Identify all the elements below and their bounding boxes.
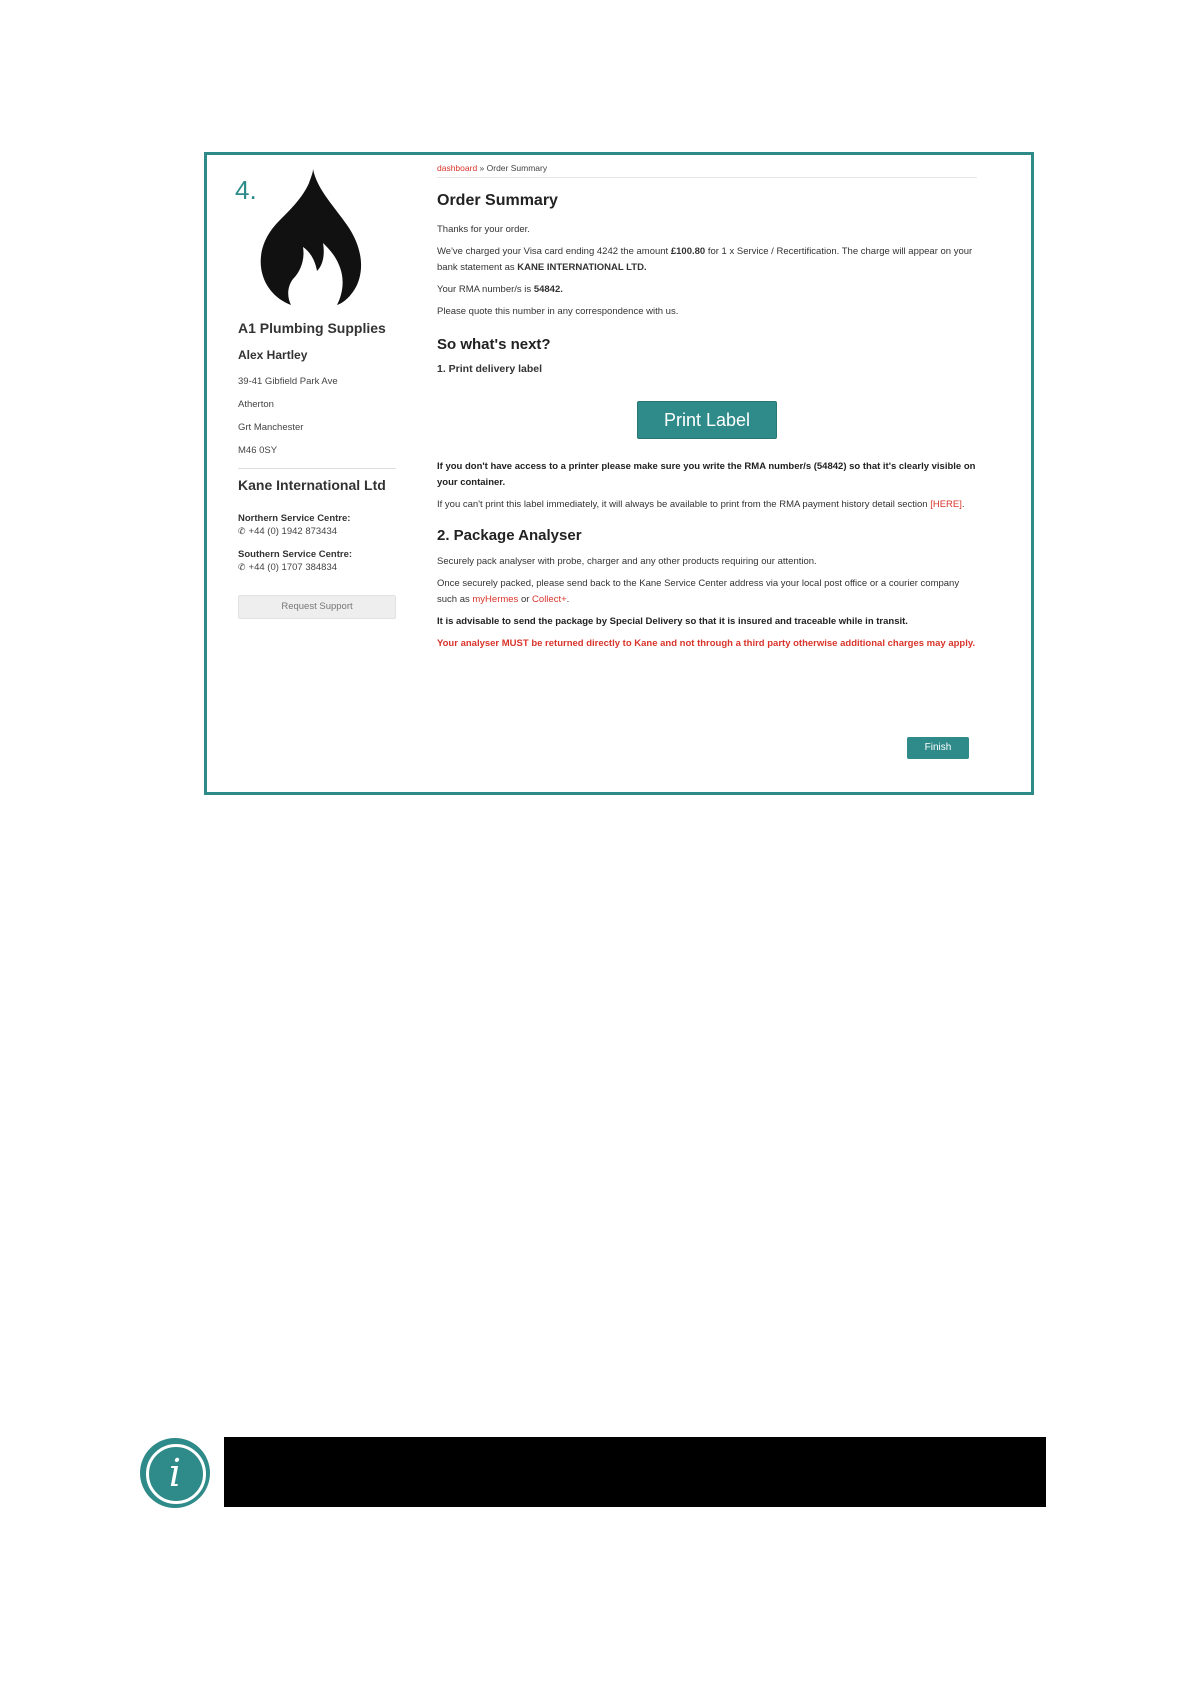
- myhermes-link[interactable]: myHermes: [472, 594, 519, 605]
- next-steps-heading: So what's next?: [437, 336, 551, 353]
- info-icon: [140, 1438, 210, 1508]
- sidebar-divider: [238, 468, 396, 469]
- step1-heading: 1. Print delivery label: [437, 363, 543, 375]
- print-label-button[interactable]: Print Label: [637, 401, 777, 439]
- quote-text: Please quote this number in any correspondence with us.: [437, 306, 679, 317]
- warning-note: Your analyser MUST be returned directly to Kane and not through a third party otherwise additional charges may apply.: [437, 638, 976, 649]
- pack-note: Securely pack analyser with probe, charger and any other products requiring our attention.: [437, 556, 817, 567]
- breadcrumb-current: Order Summary: [486, 163, 548, 173]
- breadcrumb-dashboard-link[interactable]: dashboard: [437, 163, 478, 173]
- printer-note: If you don't have access to a printer please make sure you write the RMA number/s (54842) so that it's clearly visible on your container.: [437, 461, 976, 488]
- print-label-wrap: [437, 401, 977, 439]
- southern-phone[interactable]: [238, 562, 396, 573]
- phone-icon: ✆: [238, 562, 246, 572]
- send-note: Once securely packed, please send back to the Kane Service Center address via your local post office or a courier company such as myHermes or Collect+.: [437, 578, 960, 605]
- southern-centre-label: Southern Service Centre:: [238, 549, 353, 560]
- breadcrumb-separator: »: [477, 163, 487, 173]
- step-number: 4.: [235, 175, 257, 205]
- collect-plus-link[interactable]: Collect+: [532, 594, 567, 605]
- charge-amount: £100.80: [670, 246, 706, 257]
- page-title: Order Summary: [437, 192, 558, 209]
- southern-phone-number: +44 (0) 1707 384834: [248, 562, 338, 573]
- info-icon-glyph: i: [168, 1451, 182, 1495]
- request-support-button[interactable]: Request Support: [238, 595, 396, 619]
- main-content: [437, 163, 977, 652]
- charge-text: We've charged your Visa card ending 4242 the amount £100.80 for 1 x Service / Recertification. The charge will appear on your bank statement as KANE INTERNATIONAL LTD.: [437, 246, 973, 273]
- supplier-name: Kane International Ltd: [238, 477, 386, 493]
- breadcrumb: [437, 163, 977, 178]
- phone-icon: ✆: [238, 526, 246, 536]
- address-line: Atherton: [238, 399, 274, 410]
- step2-heading: 2. Package Analyser: [437, 527, 582, 544]
- screenshot-frame: [204, 152, 1034, 795]
- later-note: If you can't print this label immediately, it will always be available to print from the RMA payment history detail section [HERE].: [437, 499, 965, 510]
- charge-company: KANE INTERNATIONAL LTD.: [517, 262, 647, 273]
- finish-button[interactable]: Finish: [907, 737, 969, 759]
- thanks-text: Thanks for your order.: [437, 224, 530, 235]
- address-line: M46 0SY: [238, 445, 278, 456]
- address-line: Grt Manchester: [238, 422, 304, 433]
- customer-name: Alex Hartley: [238, 348, 308, 362]
- customer-company: A1 Plumbing Supplies: [238, 320, 386, 336]
- rma-number: 54842.: [533, 284, 563, 295]
- flame-logo-icon: [259, 167, 365, 307]
- northern-centre-label: Northern Service Centre:: [238, 513, 351, 524]
- info-bar: [224, 1437, 1046, 1507]
- northern-phone-number: +44 (0) 1942 873434: [248, 526, 338, 537]
- sidebar: [238, 320, 396, 619]
- northern-phone[interactable]: [238, 526, 396, 537]
- special-delivery-note: It is advisable to send the package by Special Delivery so that it is insured and traceable while in transit.: [437, 616, 908, 627]
- address-line: 39-41 Gibfield Park Ave: [238, 376, 338, 387]
- here-link[interactable]: [HERE]: [930, 499, 962, 510]
- rma-text: Your RMA number/s is 54842.: [437, 284, 563, 295]
